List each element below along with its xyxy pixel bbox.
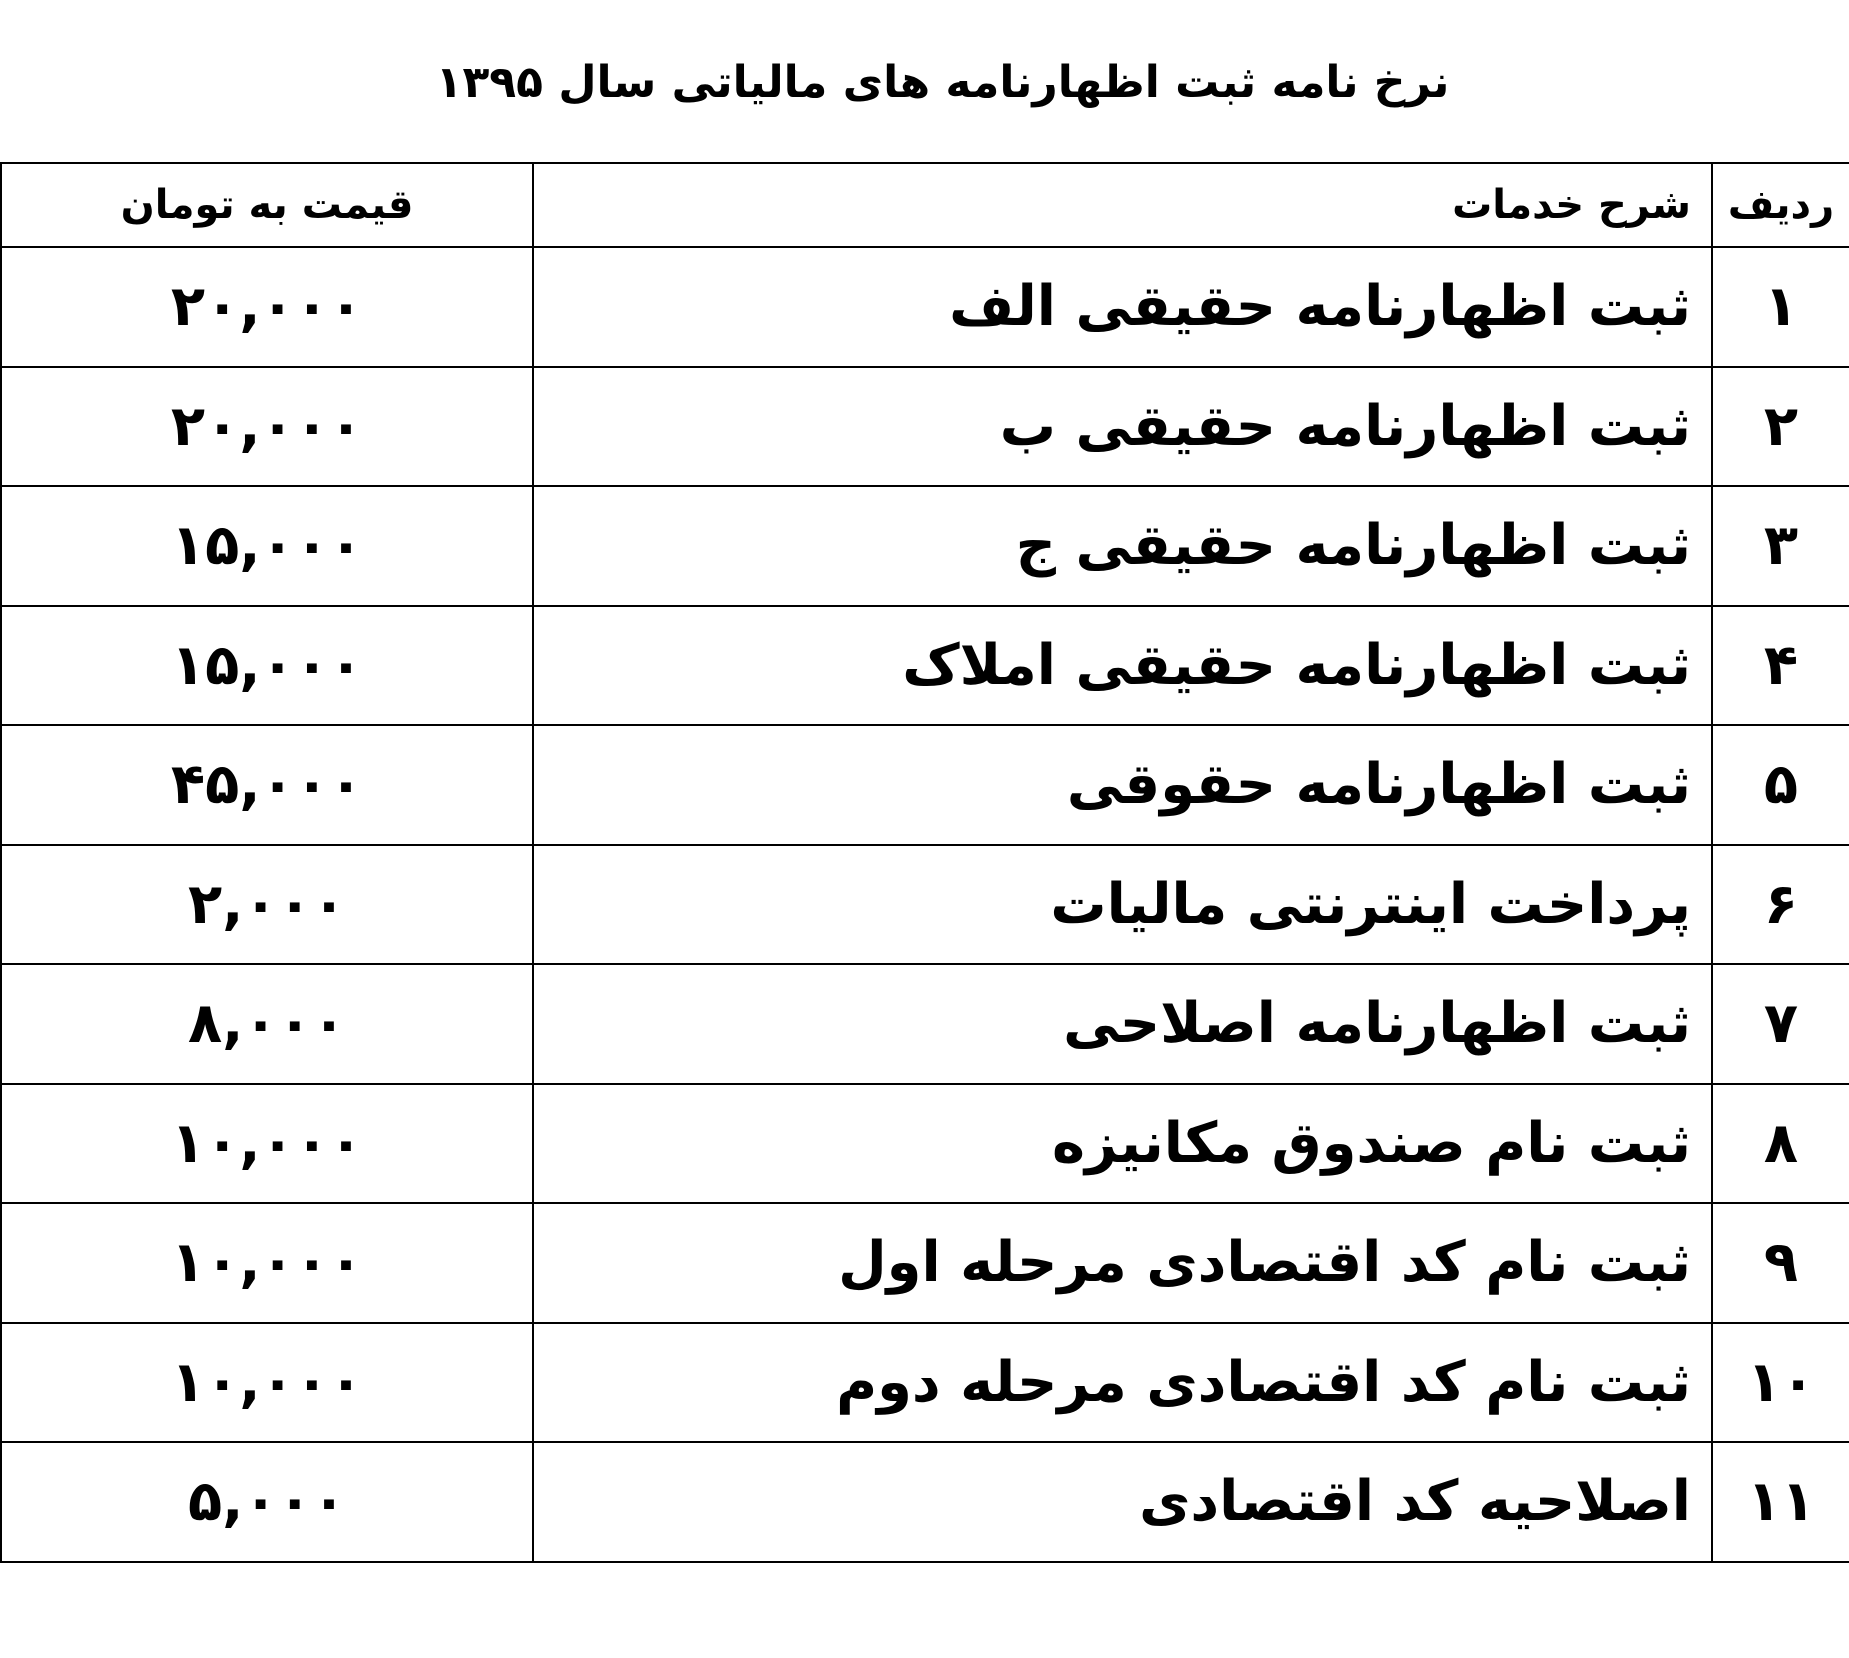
row-price: ۱۰,۰۰۰ — [1, 1323, 533, 1443]
row-number: ۱ — [1712, 247, 1849, 367]
header-price: قیمت به تومان — [1, 163, 533, 247]
row-price: ۲۰,۰۰۰ — [1, 247, 533, 367]
row-number: ۲ — [1712, 367, 1849, 487]
table-header-row — [1, 163, 1849, 247]
row-description: ثبت اظهارنامه حقیقی ج — [533, 486, 1712, 606]
page-title: نرخ نامه ثبت اظهارنامه های مالیاتی سال ۱۳۹۵ — [435, 57, 1450, 108]
row-number: ۱۱ — [1712, 1442, 1849, 1562]
row-number: ۴ — [1712, 606, 1849, 726]
row-description: ثبت اظهارنامه حقیقی املاک — [533, 606, 1712, 726]
header-description: شرح خدمات — [533, 163, 1712, 247]
row-number: ۱۰ — [1712, 1323, 1849, 1443]
row-description: ثبت نام کد اقتصادی مرحله اول — [533, 1203, 1712, 1323]
row-number: ۳ — [1712, 486, 1849, 606]
row-description: ثبت اظهارنامه حقیقی الف — [533, 247, 1712, 367]
row-price: ۸,۰۰۰ — [1, 964, 533, 1084]
table-row — [1, 486, 1849, 606]
row-description: ثبت اظهارنامه حقیقی ب — [533, 367, 1712, 487]
row-price: ۵,۰۰۰ — [1, 1442, 533, 1562]
row-description: اصلاحیه کد اقتصادی — [533, 1442, 1712, 1562]
row-description: پرداخت اینترنتی مالیات — [533, 845, 1712, 965]
table-row — [1, 247, 1849, 367]
row-number: ۹ — [1712, 1203, 1849, 1323]
header-row-number: ردیف — [1712, 163, 1849, 247]
row-number: ۸ — [1712, 1084, 1849, 1204]
table-row — [1, 367, 1849, 487]
row-number: ۷ — [1712, 964, 1849, 1084]
row-description: ثبت اظهارنامه حقوقی — [533, 725, 1712, 845]
row-price: ۱۵,۰۰۰ — [1, 606, 533, 726]
row-price: ۴۵,۰۰۰ — [1, 725, 533, 845]
table-row — [1, 845, 1849, 965]
row-description: ثبت اظهارنامه اصلاحی — [533, 964, 1712, 1084]
table-row — [1, 725, 1849, 845]
row-description: ثبت نام صندوق مکانیزه — [533, 1084, 1712, 1204]
row-price: ۲۰,۰۰۰ — [1, 367, 533, 487]
row-number: ۶ — [1712, 845, 1849, 965]
table-row — [1, 1203, 1849, 1323]
price-table — [0, 162, 1849, 1563]
table-row — [1, 1442, 1849, 1562]
row-description: ثبت نام کد اقتصادی مرحله دوم — [533, 1323, 1712, 1443]
row-price: ۱۰,۰۰۰ — [1, 1084, 533, 1204]
table-row — [1, 964, 1849, 1084]
table-row — [1, 1084, 1849, 1204]
row-number: ۵ — [1712, 725, 1849, 845]
row-price: ۱۵,۰۰۰ — [1, 486, 533, 606]
row-price: ۱۰,۰۰۰ — [1, 1203, 533, 1323]
table-row — [1, 1323, 1849, 1443]
table-row — [1, 606, 1849, 726]
row-price: ۲,۰۰۰ — [1, 845, 533, 965]
